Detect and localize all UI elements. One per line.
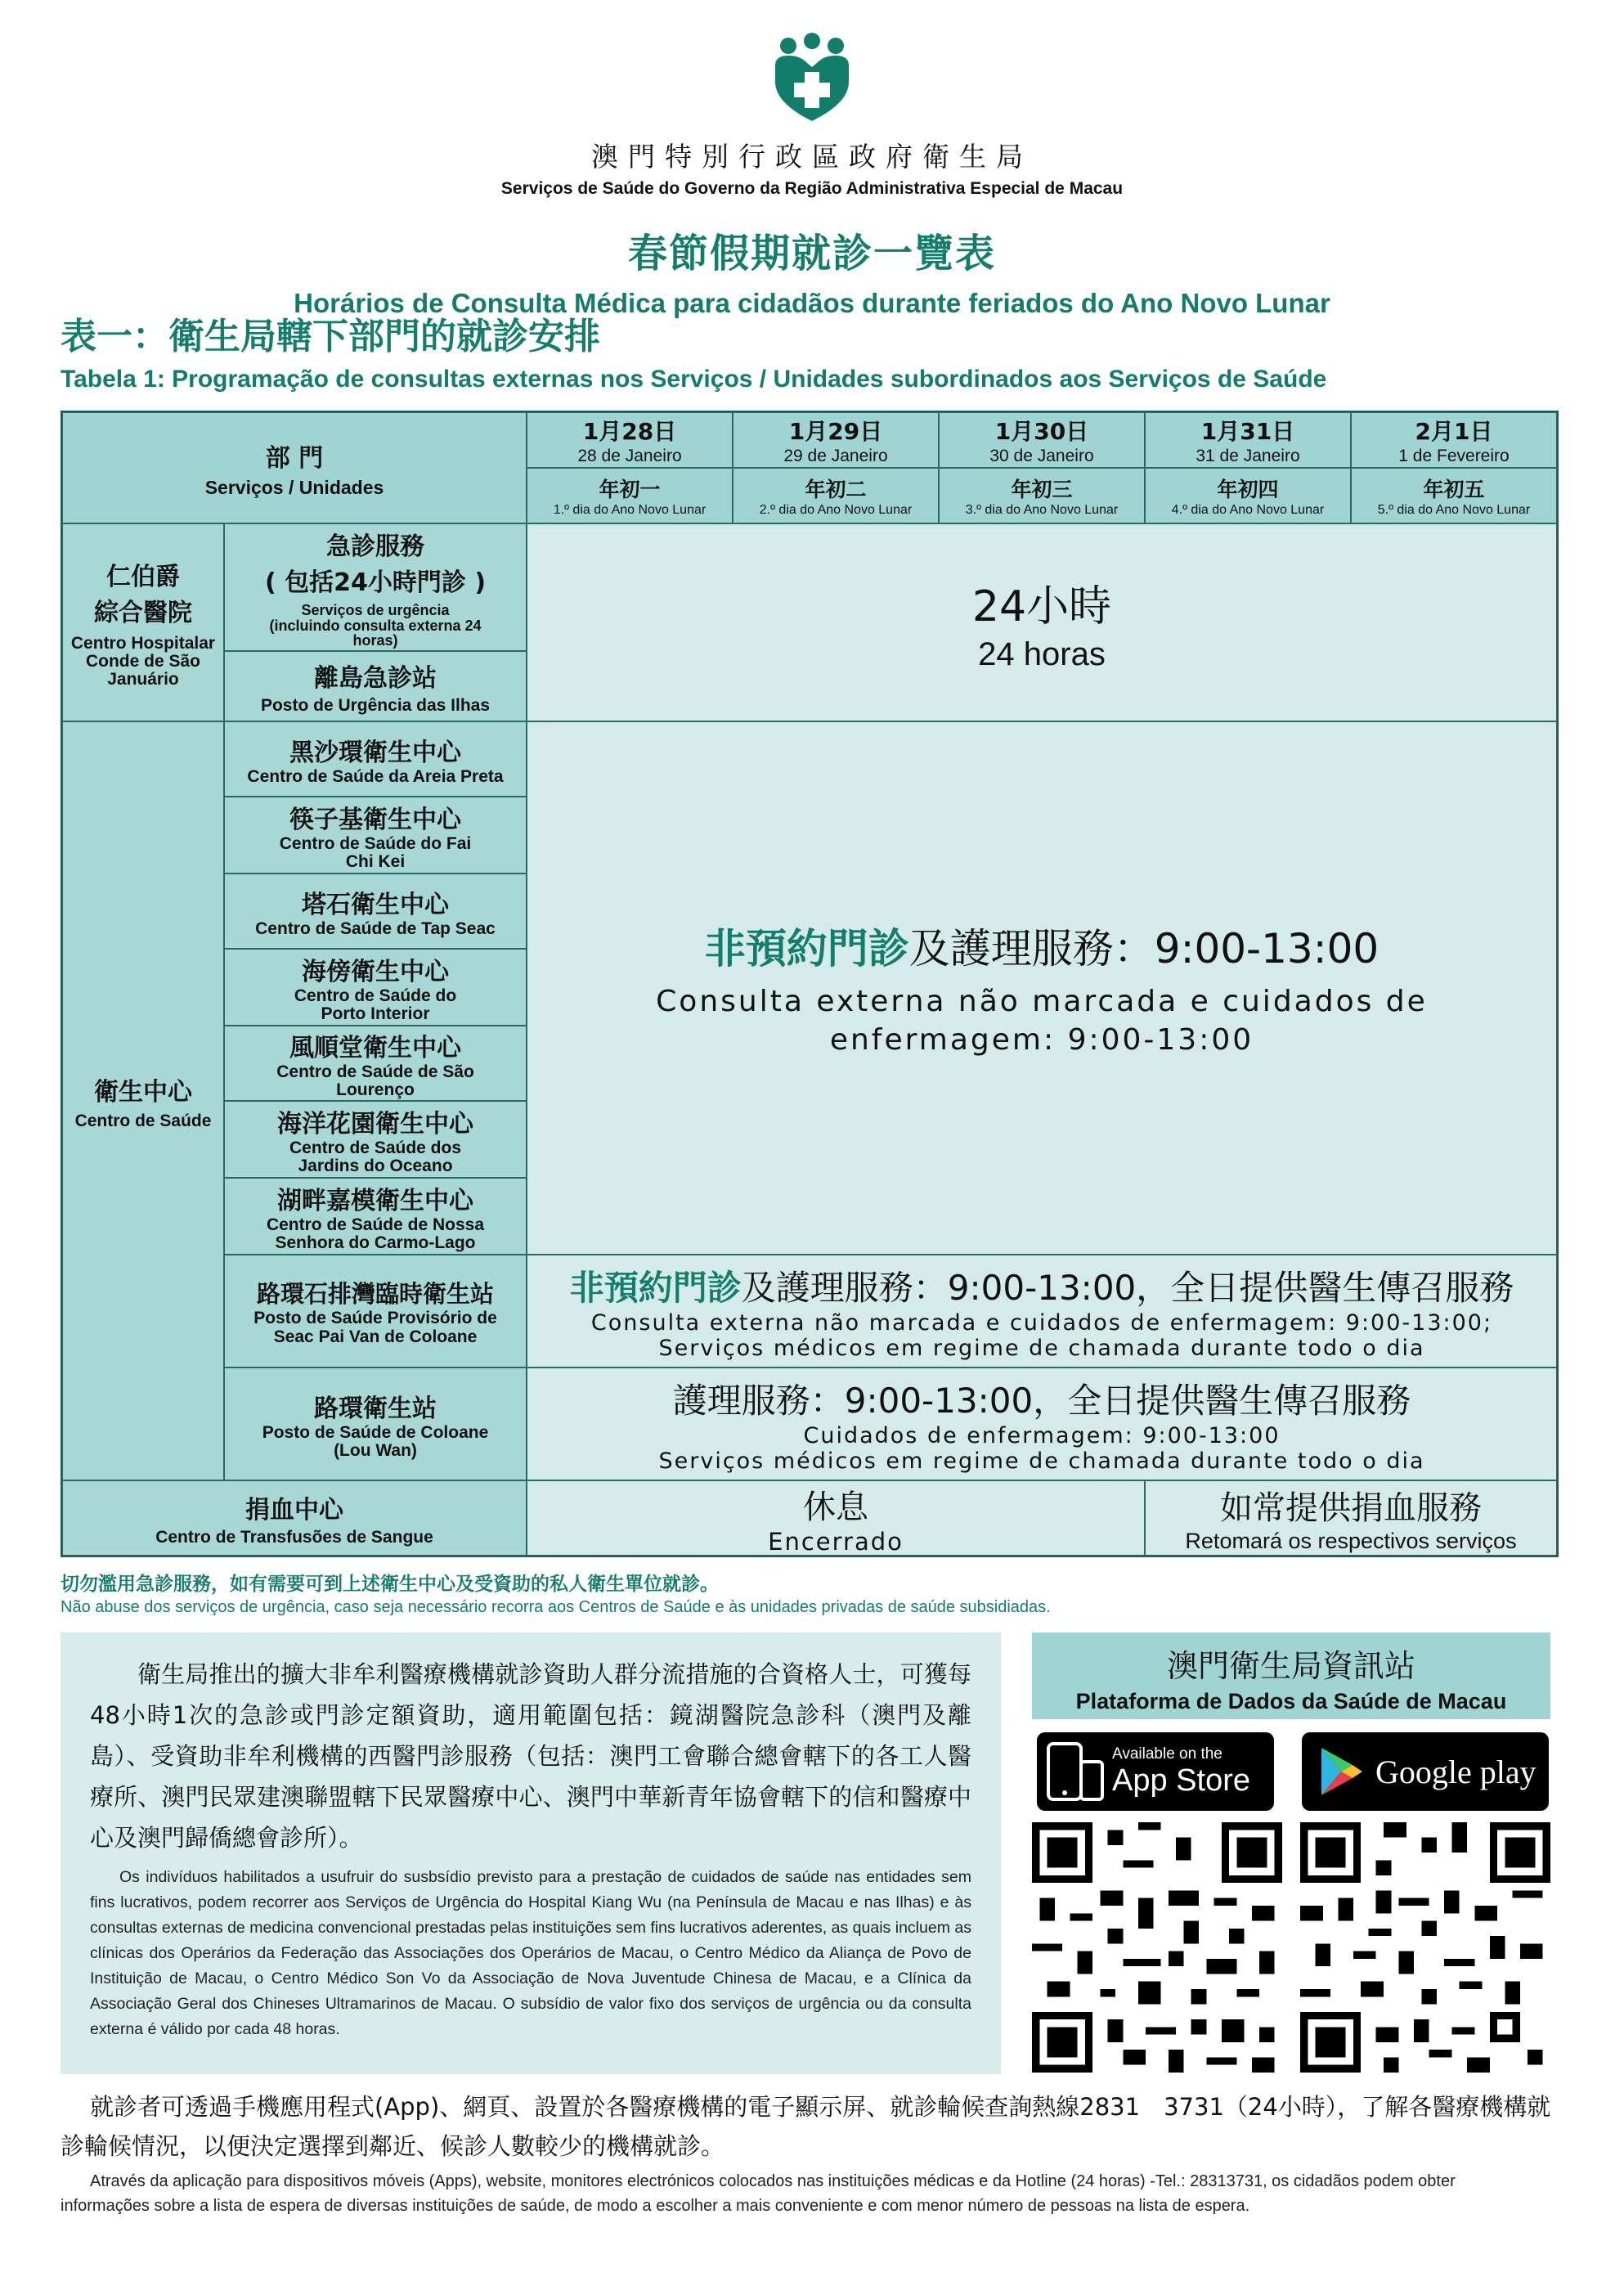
subsidy-cn: 衛生局推出的擴大非牟利醫療機構就診資助人群分流措施的合資格人士，可獲每48小時1次的急診或門診定額資助，適用範圍包括：鏡湖醫院急診科（澳門及離島）、受資助非牟利機構的西醫門診服務（包括：澳門工會聯合總會轄下的各工人醫療所、澳門民眾建澳聯盟轄下民眾醫療中心、澳門中華新青年協會轄下的信和醫療中心及澳門歸僑總會診所）。: [90, 1660, 971, 1852]
app-store-big: App Store: [1112, 1763, 1250, 1798]
unit-name-cn: 海洋花園衛生中心: [277, 1109, 473, 1139]
hours-text: 及護理服務：9:00-13:00，全日提供醫生傳召服務: [741, 1268, 1514, 1308]
health-centre-pt: Centro de Saúde: [74, 1111, 212, 1130]
status-cn: 休息: [803, 1488, 868, 1526]
page-subtitle: Horários de Consulta Médica para cidadãos durante feriados do Ano Novo Lunar: [294, 288, 1330, 318]
lunar-day-header: [733, 468, 939, 523]
unit-name-cn: 塔石衛生中心: [302, 890, 449, 919]
hospital-group: [62, 523, 224, 721]
date-header: [1145, 412, 1351, 468]
lunar-day-pt: 3.º dia do Ano Novo Lunar: [965, 503, 1119, 517]
app-store-text: [1112, 1745, 1250, 1799]
coloane-hours: [527, 1368, 1557, 1480]
dept-header-cn: 部 門: [265, 443, 324, 473]
status-cn: 如常提供捐血服務: [1220, 1489, 1482, 1527]
dept-header-pt: Serviços / Unidades: [204, 476, 384, 498]
unit-name-pt: Centro de Saúde do Porto Interior: [294, 986, 457, 1023]
lunar-day-cn: 年初三: [1011, 478, 1073, 501]
unit-name-pt: Centro de Saúde da Areia Preta: [247, 766, 504, 786]
apple-icon: [1043, 1739, 1107, 1804]
subsidy-pt: Os indivíduos habilitados a usufruir do susbsídio previsto para a prestação de cuidados de saúde nas entidades sem fins lucrativos, podem recorrer aos Serviços de Urgência do Hospital Kiang Wu (na Península de Macau e nas Ilhas) e às consultas externas de medicina convencional prestadas pelas instituições sem fins lucrativos aderentes, as quais incluem as clínicas dos Operários da Federação das Associações dos Operários de Macau, o Centro Médico da Aliança de Povo de Instituição de Macau, o Centro Médico Son Vo da Associação de Nova Juventude Chinesa de Macau, e a Clínica da Associação Geral dos Chineses Ultramarinos de Macau. O subsídio de valor fixo dos serviços de urgência ou da consulta externa é válido por cada 48 horas.: [90, 1868, 971, 2038]
lunar-day-pt: 2.º dia do Ano Novo Lunar: [759, 503, 913, 517]
lunar-day-cn: 年初二: [805, 478, 867, 501]
hospital-name-cn: 綜合醫院: [94, 598, 192, 627]
lunar-day-cn: 年初五: [1423, 478, 1485, 501]
unit-name-pt: Posto de Saúde Provisório de Seac Pai Van de Coloane: [253, 1309, 497, 1346]
unit-name-cn: 急診服務: [326, 532, 424, 561]
lunar-day-cn: 年初一: [599, 478, 661, 501]
unit-coloane: [224, 1368, 527, 1480]
date-pt: 30 de Janeiro: [989, 447, 1094, 465]
org-name-pt: Serviços de Saúde do Governo da Região Administrativa Especial de Macau: [500, 179, 1124, 198]
hours-cn: 護理服務：9:00-13:00，全日提供醫生傳召服務: [672, 1381, 1411, 1421]
hours-pt: Serviços médicos em regime de chamada durante todo o dia: [658, 1336, 1425, 1361]
app-store-small: Available on the: [1112, 1745, 1222, 1763]
lunar-day-header: [527, 468, 733, 523]
hours-pt: Serviços médicos em regime de chamada durante todo o dia: [658, 1448, 1425, 1474]
info-title-cn: 澳門衛生局資訊站: [1166, 1648, 1415, 1684]
unit-health-centre: [224, 721, 527, 797]
table-title-cn: 表一：衛生局轄下部門的就診安排: [61, 316, 600, 357]
google-play-badge[interactable]: [1302, 1732, 1549, 1811]
health-bureau-logo-icon: [767, 33, 857, 123]
blood-centre-pt: Centro de Transfusões de Sangue: [155, 1527, 433, 1547]
unit-seac-pai-van: [224, 1255, 527, 1368]
lunar-day-header: [1145, 468, 1351, 523]
unit-emergency: [224, 523, 527, 651]
lunar-day-header: [1351, 468, 1557, 523]
unit-health-centre: [224, 949, 527, 1026]
unit-health-centre: [224, 874, 527, 949]
date-cn: 1月29日: [788, 418, 883, 445]
date-header: [939, 412, 1145, 468]
page-header: [0, 33, 1624, 319]
table-title: [61, 307, 1326, 393]
blood-closed: [527, 1480, 1145, 1556]
hours-highlight: 非預約門診: [704, 925, 909, 973]
footer-cn: 就診者可透過手機應用程式(App)、網頁、設置於各醫療機構的電子顯示屏、就診輪候查詢熱線2831 3731（24小時），了解各醫療機構就診輪候情況，以便決定選擇到鄰近、候診人數較少的機構就診。: [61, 2093, 1551, 2160]
date-cn: 1月31日: [1200, 418, 1295, 445]
unit-name-cn: 筷子基衛生中心: [289, 805, 461, 834]
lunar-day-header: [939, 468, 1145, 523]
unit-name-cn: 路環衛生站: [314, 1394, 437, 1423]
date-header: [1351, 412, 1557, 468]
hours-pt: Cuidados de enfermagem: 9:00-13:00: [803, 1423, 1281, 1448]
date-cn: 1月28日: [582, 418, 677, 445]
unit-name-pt: Posto de Urgência das Ilhas: [260, 695, 491, 715]
qr-code-icon[interactable]: [1300, 1822, 1550, 2073]
qr-code-icon[interactable]: [1032, 1822, 1282, 2073]
unit-health-centre: [224, 1178, 527, 1255]
date-pt: 28 de Janeiro: [577, 447, 682, 465]
subsidy-box: [61, 1633, 1001, 2074]
table-title-pt: Tabela 1: Programação de consultas externas nos Serviços / Unidades subordinados aos Serviços de Saúde: [61, 366, 1327, 393]
unit-name-cn: 湖畔嘉模衛生中心: [277, 1186, 473, 1215]
hours-highlight: 非預約門診: [569, 1268, 742, 1308]
health-centre-cn: 衛生中心: [94, 1077, 192, 1107]
unit-name-cn: 離島急診站: [314, 663, 437, 693]
date-header: [733, 412, 939, 468]
unit-health-centre: [224, 1101, 527, 1178]
info-platform: [1032, 1633, 1550, 2074]
schedule-table: [61, 411, 1559, 1557]
hours-cn: [705, 916, 1379, 975]
hours-text: 及護理服務：9:00-13:00: [908, 925, 1380, 973]
hospital-hours: [527, 523, 1557, 721]
warning-note-cn: 切勿濫用急診服務，如有需要可到上述衛生中心及受資助的私人衛生單位就診。: [61, 1574, 719, 1595]
date-pt: 1 de Fevereiro: [1398, 447, 1510, 465]
unit-name-cn: 黑沙環衛生中心: [289, 738, 461, 767]
health-centre-group: [62, 721, 224, 1480]
hospital-name-cn: 仁伯爵: [106, 562, 180, 591]
app-store-badge[interactable]: [1037, 1732, 1274, 1811]
blood-centre-cn: 捐血中心: [245, 1495, 343, 1525]
date-pt: 31 de Janeiro: [1196, 447, 1300, 465]
google-play-icon: [1312, 1743, 1369, 1800]
info-title-pt: Plataforma de Dados da Saúde de Macau: [1075, 1689, 1507, 1713]
lunar-day-cn: 年初四: [1217, 478, 1279, 501]
unit-name-pt: Centro de Saúde dos Jardins do Oceano: [289, 1138, 462, 1175]
lunar-day-pt: 5.º dia do Ano Novo Lunar: [1377, 503, 1531, 517]
google-play-text: Google play: [1375, 1753, 1537, 1790]
info-header: [1032, 1633, 1550, 1719]
hours-pt: Consulta externa não marcada e cuidados de enfermagem: 9:00-13:00: [656, 985, 1428, 1057]
lunar-day-pt: 1.º dia do Ano Novo Lunar: [553, 503, 707, 517]
hours-pt: 24 horas: [978, 636, 1106, 672]
unit-name-cn: 路環石排灣臨時衛生站: [256, 1280, 494, 1309]
date-header: [527, 412, 733, 468]
hours-cn: [570, 1261, 1514, 1310]
seac-pai-van-hours: [527, 1255, 1557, 1368]
unit-name-pt: Posto de Saúde de Coloane (Lou Wan): [262, 1422, 489, 1460]
unit-name-cn: ( 包括24小時門診 ): [264, 568, 487, 597]
health-centre-hours: [527, 721, 1557, 1255]
unit-name-pt: Centro de Saúde do Fai Chi Kei: [279, 833, 472, 871]
hours-pt: Consulta externa não marcada e cuidados de enfermagem: 9:00-13:00;: [590, 1310, 1493, 1336]
dept-header: [62, 412, 527, 523]
unit-name-pt: Centro de Saúde de Tap Seac: [255, 918, 496, 938]
status-pt: Encerrado: [768, 1527, 904, 1556]
footer-pt: Através da aplicação para dispositivos móveis (Apps), website, monitores electrónicos colocados nas instituições médicas e da Hotline (24 horas) -Tel.: 28313731, os cidadãos podem obter informações sobre a lista de espera de diversas instituições de saúde, de modo a escolher a mais conveniente e com menor número de pessoas na lista de espera.: [61, 2172, 1456, 2215]
page-title: 春節假期就診一覽表: [627, 231, 996, 276]
date-cn: 2月1日: [1415, 418, 1493, 445]
warning-note-pt: Não abuse dos serviços de urgência, caso seja necessário recorra aos Centros de Saúde e às unidades privadas de saúde subsidiadas.: [61, 1598, 1051, 1616]
lunar-day-pt: 4.º dia do Ano Novo Lunar: [1171, 503, 1325, 517]
org-name-cn: 澳門特別行政區政府衛生局: [591, 141, 1033, 173]
unit-health-centre: [224, 1026, 527, 1101]
unit-health-centre: [224, 797, 527, 874]
status-pt: Retomará os respectivos serviços: [1185, 1529, 1517, 1553]
blood-centre: [62, 1480, 527, 1556]
hours-cn: 24小時: [971, 582, 1112, 631]
hospital-name-pt: Centro Hospitalar Conde de São Januário: [70, 633, 216, 689]
unit-name-cn: 風順堂衛生中心: [289, 1033, 461, 1062]
date-pt: 29 de Janeiro: [783, 447, 888, 465]
unit-islands-emergency: [224, 651, 527, 721]
date-cn: 1月30日: [994, 418, 1089, 445]
blood-open: [1145, 1480, 1557, 1556]
unit-name-pt: Centro de Saúde de São Lourenço: [276, 1062, 474, 1099]
unit-name-cn: 海傍衛生中心: [302, 957, 449, 986]
unit-name-pt: Serviços de urgência (incluindo consulta externa 24 horas): [269, 601, 482, 649]
unit-name-pt: Centro de Saúde de Nossa Senhora do Carmo-Lago: [266, 1215, 485, 1252]
